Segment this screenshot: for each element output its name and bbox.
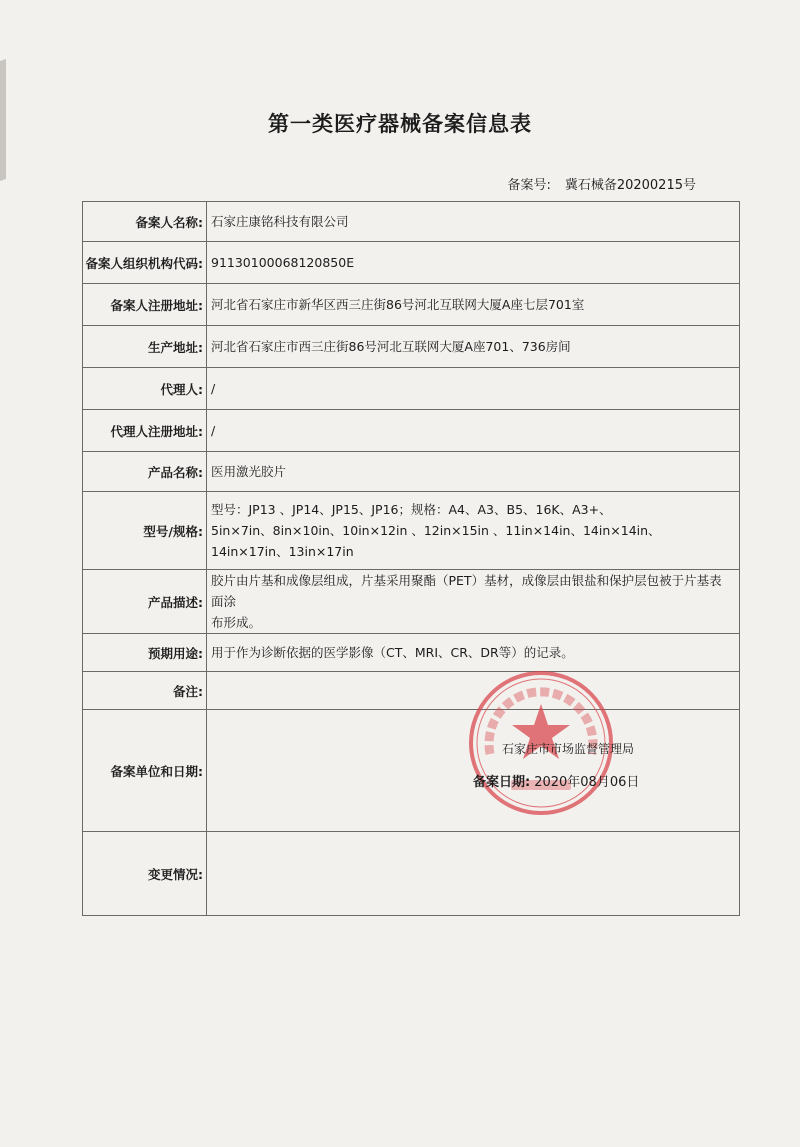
row-label: 备案人组织机构代码: xyxy=(83,242,207,284)
model-spec-label: 型号/规格: xyxy=(83,492,207,570)
changes-value xyxy=(207,832,740,916)
table-row xyxy=(83,710,740,832)
table-row xyxy=(83,410,740,452)
table-row xyxy=(83,832,740,916)
intended-use-value: 用于作为诊断依据的医学影像（CT、MRI、CR、DR等）的记录。 xyxy=(207,634,740,672)
row-label: 代理人注册地址: xyxy=(83,410,207,452)
model-spec-line: 5in×7in、8in×10in、10in×12in 、12in×15in 、11in×14in、14in×14in、 xyxy=(211,523,661,538)
table-row xyxy=(83,634,740,672)
table-row xyxy=(83,492,740,570)
table-row xyxy=(83,570,740,634)
row-value: 河北省石家庄市西三庄街86号河北互联网大厦A座701、736房间 xyxy=(207,326,740,368)
remarks-label: 备注: xyxy=(83,672,207,710)
filing-date-value: 2020年08月06日 xyxy=(534,775,640,790)
table-row xyxy=(83,452,740,492)
info-table xyxy=(82,201,740,916)
table-row xyxy=(83,672,740,710)
row-label: 备案人注册地址: xyxy=(83,284,207,326)
page-title: 第一类医疗器械备案信息表 xyxy=(268,112,532,136)
row-label: 生产地址: xyxy=(83,326,207,368)
filing-date-label: 备案日期: xyxy=(473,775,531,790)
row-value: / xyxy=(207,368,740,410)
row-value: 石家庄康铭科技有限公司 xyxy=(207,202,740,242)
description-label: 产品描述: xyxy=(83,570,207,634)
table-row xyxy=(83,368,740,410)
intended-use-label: 预期用途: xyxy=(83,634,207,672)
filing-unit-name: 石家庄市市场监督管理局 xyxy=(502,742,635,756)
record-number xyxy=(507,174,696,193)
description-value xyxy=(207,570,740,634)
model-spec-line: 14in×17in、13in×17in xyxy=(211,544,354,559)
record-number-label: 备案号: xyxy=(507,178,551,193)
table-row xyxy=(83,242,740,284)
changes-label: 变更情况: xyxy=(83,832,207,916)
row-label: 产品名称: xyxy=(83,452,207,492)
description-line: 布形成。 xyxy=(211,615,262,630)
row-value: 91130100068120850E xyxy=(207,242,740,284)
description-line: 胶片由片基和成像层组成，片基采用聚酯（PET）基材，成像层由银盐和保护层包被于片基表面涂 xyxy=(211,573,722,609)
row-value: / xyxy=(207,410,740,452)
filing-unit-label: 备案单位和日期: xyxy=(83,710,207,832)
row-value: 河北省石家庄市新华区西三庄街86号河北互联网大厦A座七层701室 xyxy=(207,284,740,326)
row-label: 代理人: xyxy=(83,368,207,410)
filing-date xyxy=(473,771,639,790)
table-row xyxy=(83,326,740,368)
table-row xyxy=(83,284,740,326)
model-spec-line: 型号：JP13 、JP14、JP15、JP16；规格：A4、A3、B5、16K、A3+、 xyxy=(211,502,612,517)
record-number-value: 冀石械备20200215号 xyxy=(564,178,696,193)
table-row xyxy=(83,202,740,242)
model-spec-value xyxy=(207,492,740,570)
row-value: 医用激光胶片 xyxy=(207,452,740,492)
row-label: 备案人名称: xyxy=(83,202,207,242)
